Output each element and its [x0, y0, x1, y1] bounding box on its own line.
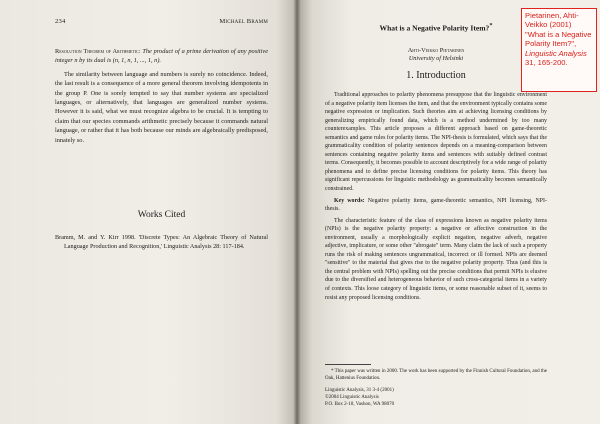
- article-title: [327, 22, 545, 33]
- citation-line-1: Pietarinen, Ahti-Veikko (2001): [525, 11, 579, 30]
- article-title-text: What is a Negative Polarity Item?: [379, 23, 490, 33]
- citation-stamp: [521, 8, 597, 92]
- footnote: * This paper was written in 2000. The work has been supported by the Finnish Cultural Foundation, and the Oak, Hattenius Foundation.: [325, 369, 547, 381]
- keywords-label: Key words:: [334, 197, 365, 204]
- theorem: [55, 47, 268, 66]
- theorem-lead: Resolution Theorem of Arithmetic:: [55, 48, 141, 55]
- reference-entry: Bramm, M. and Y. Kirr 1998. 'Discrete Types: An Algebraic Theory of Natural Language Production and Recognition,' Linguistic Analysis 28: 117-184.: [55, 234, 268, 251]
- author-name: Ahti-Veikko Pietarinen: [407, 47, 465, 54]
- footnote-rule: [325, 364, 371, 365]
- journal-line-1: Linguistic Analysis, 31 3-4 (2001): [325, 388, 394, 393]
- citation-line-2: "What is a Negative Polarity Item?",: [525, 29, 592, 49]
- left-running-head: Michael Bramm: [219, 18, 268, 25]
- abstract-paragraph: Traditional approaches to polarity phenomena presuppose that the linguistic environment of a negative polarity item licenses the item, and that the environment typically contains some negative expression or implication. Such theories aim at achieving licensing conditions by generalizing empirically found data, which is a method undermined by too many counterexamples. This article proposes a different approach based on game-theoretic semantics and game rules for polarity items. The NPI-thesis is formulated, which says that the grammaticality condition of polarity sentences depends on a meaning-comparison between sentences containing negative polarity items and sentences with suitably defined contrast terms. Consequently, it becomes possible to account descriptively for a wide range of polarity phenomena and to define precise licensing conditions for polarity items. This theory has significant repercussions for linguistic methodology as grammaticality becomes semantically constrained.: [325, 92, 547, 193]
- keywords-text: Negative polarity items, game-theoretic semantics, NPI licensing, NPI-thesis.: [325, 197, 547, 213]
- works-cited-heading: Works Cited: [137, 210, 186, 220]
- journal-info: [325, 388, 475, 408]
- left-page-body: [55, 47, 268, 145]
- right-page-body: [325, 91, 547, 302]
- title-footnote-mark: *: [489, 22, 493, 29]
- body-paragraph: The characteristic feature of the class of expressions known as negative polarity items (NPIs) is the negative polarity property: a negative or affective construction in the environment, usually a morphologically explicit negation, negative adverb, negative adjective, implicature, or some other "abrogate" term. Many claim the lack of such a property runs the risk of making sentences ungrammatical, incorrect or ill formed. NPIs are deemed "sensitive" to the material that gives rise to the negative polarity property. Thus (and this is the central problem with NPIs) spelling out the precise conditions that permit NPIs is elusive due to the diversified and heterogeneous behavior of such cross-categorial items in a variety of contexts. This loose category of linguistic items, or some reasonable subset of it, seems to resist any proposed licensing conditions.: [325, 217, 547, 301]
- citation-line-4: 31, 165-200.: [525, 58, 568, 68]
- keywords: [325, 197, 547, 214]
- journal-line-3: P.O. Box 2-18, Vashon, WA 98070: [325, 401, 395, 407]
- journal-line-2: ©2004 Linguistic Analysis: [325, 394, 379, 400]
- section-heading: 1. Introduction: [406, 70, 466, 81]
- left-page: [0, 0, 297, 424]
- citation-line-3: Linguistic Analysis: [525, 48, 587, 58]
- left-page-number: 234: [55, 18, 66, 25]
- left-paragraph: The similarity between language and numbers is surely no coincidence. Indeed, the last result is a consequence of a more general theorem involving idempotents in the group P. One is sorely tempted to say that number systems are specialized languages, or alternatively, that languages are generalized number systems. However it is said, what we must recognize algebra to be crucial. It is tempting to claim that our species commands arithmetic precisely because it commands natural language, or rather that it has both because our minds are algebraically predisposed, innately so.: [55, 70, 268, 144]
- author-affiliation: University of Helsinki: [408, 55, 464, 62]
- theorem-text: The product of a prime derivation of any positive integer n by its dual is (n, 1, n, 1, ..., 1, n).: [55, 48, 268, 65]
- left-running-header: [55, 18, 270, 30]
